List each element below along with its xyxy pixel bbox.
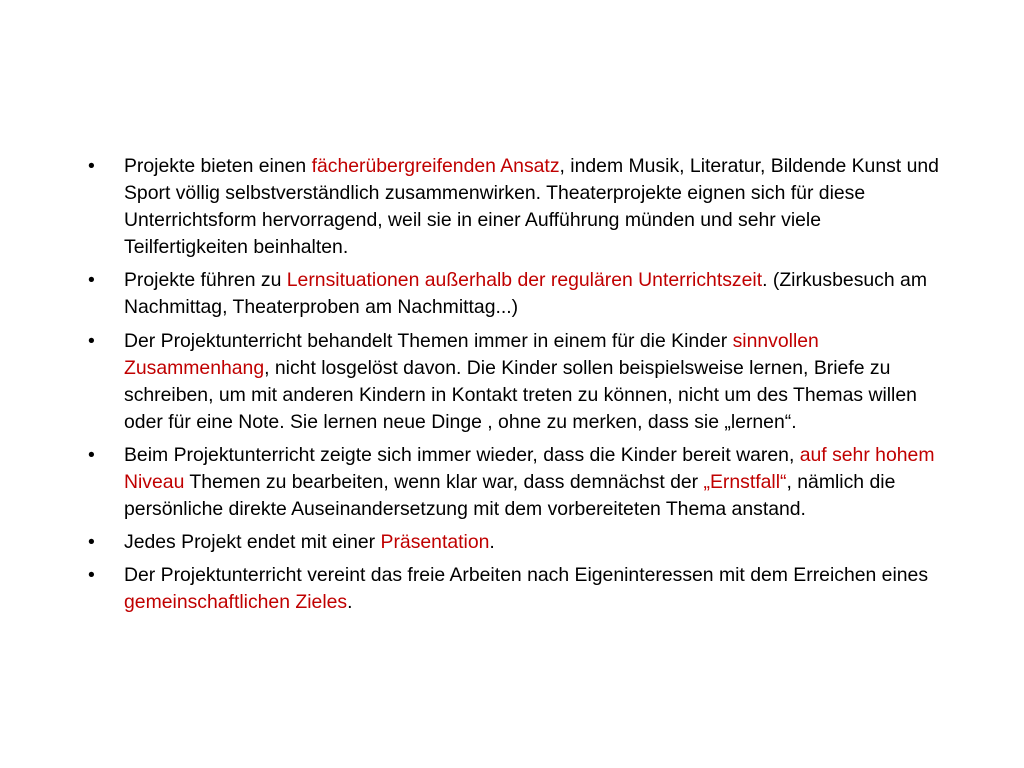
text-segment: Themen zu bearbeiten, wenn klar war, dass demnächst der [184, 471, 704, 494]
text-segment: , indem Musik, Literatur, Bildende Kunst und Sport völlig selbstverständlich zusammenwirken. Theaterprojekte eignen sich für diese Unterrichtsform hervorragend, weil sie in einer Aufführung münden und sehr viele Teilfertigkeiten beinhalten. [124, 155, 939, 259]
bullet-text [124, 444, 934, 520]
highlighted-text-segment: Lernsituationen außerhalb der regulären Unterrichtszeit [286, 269, 763, 292]
highlighted-text-segment: „Ernstfall“ [703, 471, 787, 494]
bullet-text [124, 155, 939, 258]
bullet-text [124, 564, 928, 613]
text-segment: Der Projektunterricht vereint das freie Arbeiten nach Eigeninteressen mit dem Erreichen eines [124, 564, 929, 587]
bullet-icon: • [88, 443, 95, 466]
bullet-item [88, 562, 948, 616]
highlighted-text-segment: gemeinschaftlichen Zieles [124, 591, 348, 614]
highlighted-text-segment: fächerübergreifenden Ansatz [311, 155, 560, 177]
bullet-text [124, 269, 927, 318]
bullet-icon: • [88, 564, 95, 587]
bullet-text [124, 330, 917, 433]
text-segment: Beim Projektunterricht zeigte sich immer wieder, dass die Kinder bereit waren, [124, 443, 800, 466]
bullet-item [88, 267, 948, 321]
highlighted-text-segment: sinnvollen Zusammenhang [124, 329, 819, 379]
bullet-icon: • [88, 329, 95, 352]
bullet-item [88, 529, 948, 556]
highlighted-text-segment: Präsentation [380, 531, 490, 554]
text-segment: , nicht losgelöst davon. Die Kinder sollen beispielsweise lernen, Briefe zu schreiben, um mit anderen Kindern in Kontakt treten zu können, nicht um des Themas willen oder für eine Note. Sie lernen neue Dinge , ohne zu merken, dass sie „lernen“. [124, 356, 917, 433]
text-segment: Der Projektunterricht behandelt Themen immer in einem für die Kinder [124, 329, 733, 352]
highlighted-text-segment: auf sehr hohem Niveau [124, 443, 935, 494]
bullet-icon: • [88, 531, 95, 554]
bullet-text [124, 531, 495, 553]
text-segment: , nämlich die persönliche direkte Auseinandersetzung mit dem vorbereiteten Thema anstand. [124, 471, 896, 521]
bullet-item [88, 328, 948, 436]
text-segment: Projekte führen zu [124, 269, 287, 292]
text-segment: . [489, 531, 495, 554]
bullet-icon: • [88, 269, 95, 292]
text-segment: . (Zirkusbesuch am Nachmittag, Theaterproben am Nachmittag...) [124, 269, 927, 319]
bullet-list [88, 153, 948, 623]
text-segment: Projekte bieten einen [124, 155, 312, 177]
text-segment: . [347, 591, 353, 614]
bullet-item [88, 153, 948, 261]
text-segment: Jedes Projekt endet mit einer [124, 531, 381, 554]
bullet-item [88, 442, 948, 523]
bullet-icon: • [88, 155, 95, 177]
